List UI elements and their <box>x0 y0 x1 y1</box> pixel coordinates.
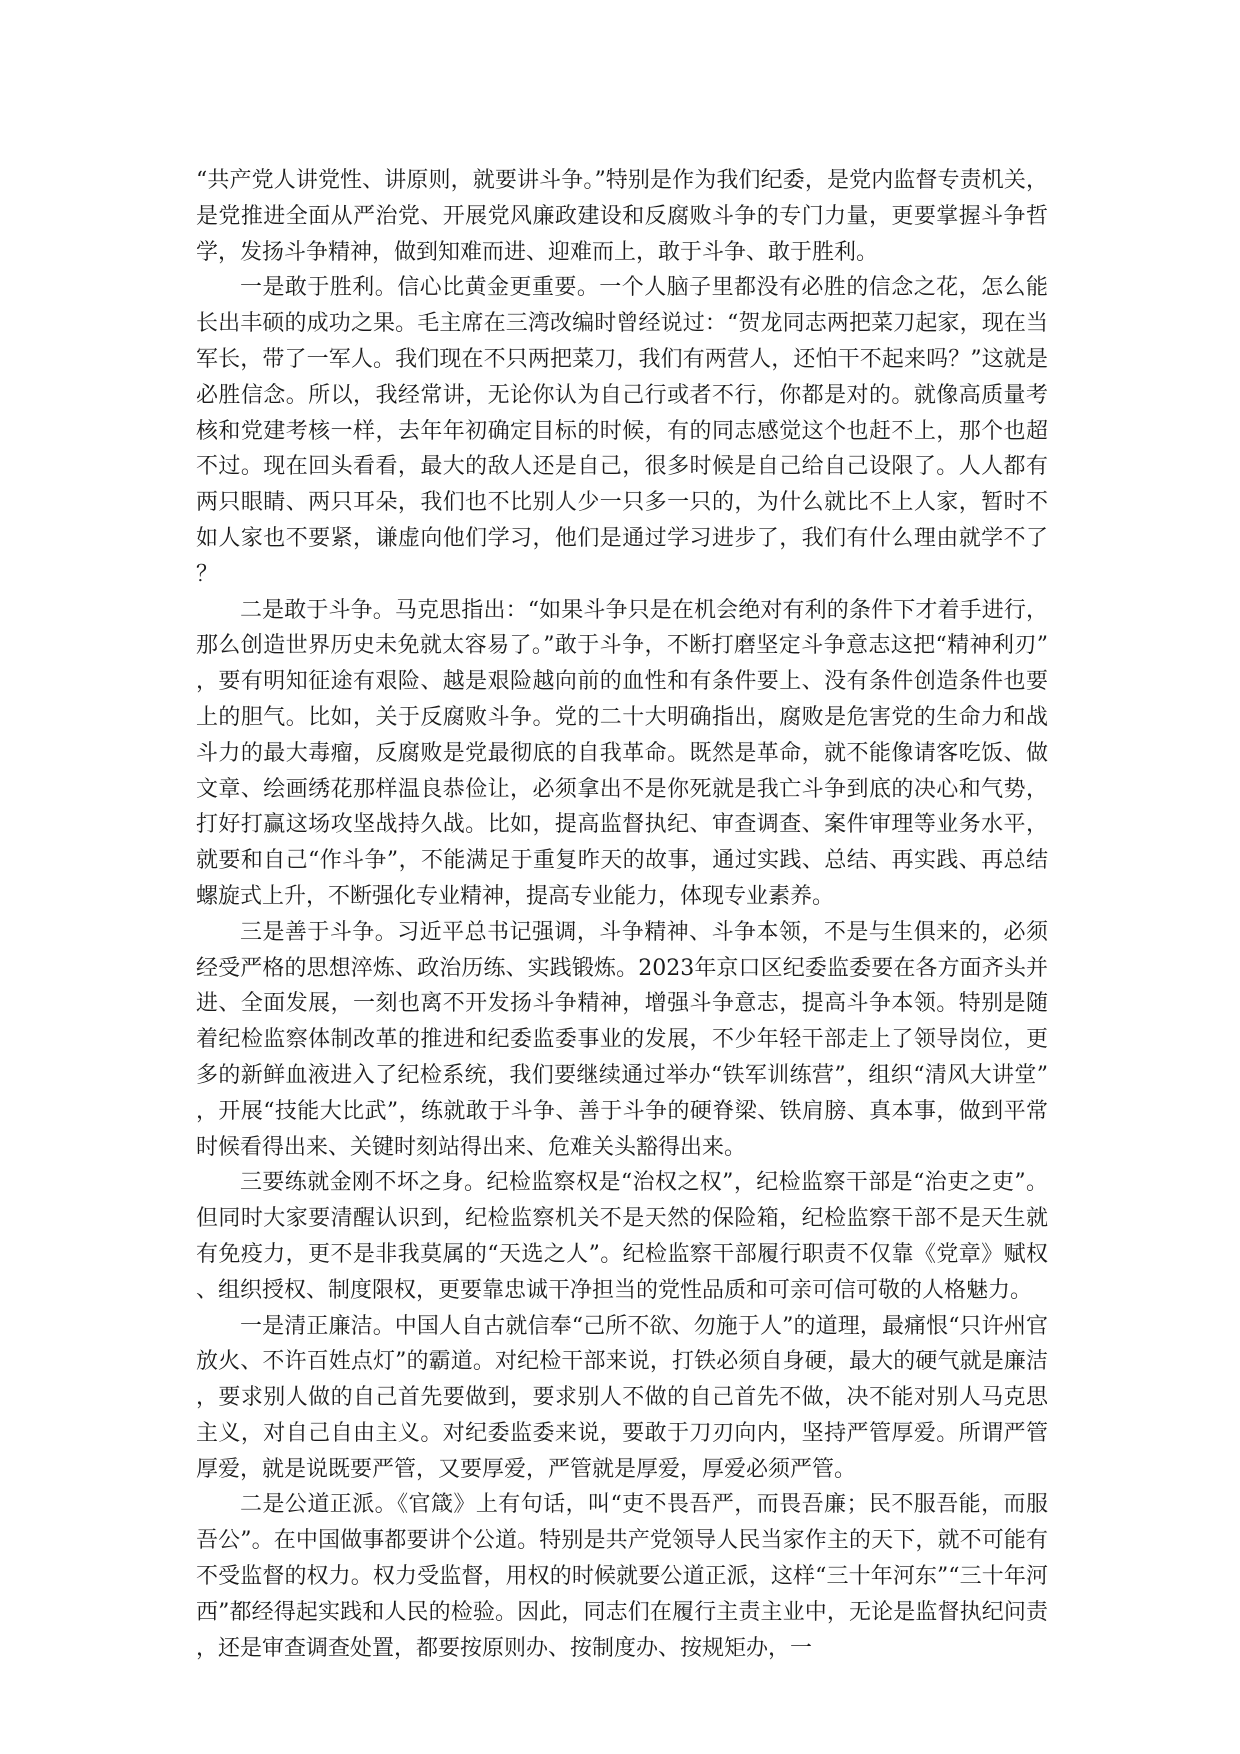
paragraph-opening: “共产党人讲党性、讲原则，就要讲斗争。”特别是作为我们纪委，是党内监督专责机关，是党推进全面从严治党、开展党风廉政建设和反腐败斗争的专门力量，更要掌握斗争哲学，发扬斗争精神，做到知难而进、迎难而上，敢于斗争、敢于胜利。 <box>196 168 1048 265</box>
paragraph-invulnerable-body: 三要练就金刚不坏之身。纪检监察权是“治权之权”，纪检监察干部是“治吏之吏”。但同时大家要清醒认识到，纪检监察机关不是天然的保险箱，纪检监察干部不是天生就有免疫力，更不是非我莫属的“天选之人”。纪检监察干部履行职责不仅靠《党章》赋权、组织授权、制度限权，更要靠忠诚干净担当的党性品质和可亲可信可敬的人格魅力。 <box>196 1170 1048 1303</box>
paragraph-dare-to-win: 一是敢于胜利。信心比黄金更重要。一个人脑子里都没有必胜的信念之花，怎么能长出丰硕的成功之果。毛主席在三湾改编时曾经说过：“贺龙同志两把菜刀起家，现在当军长，带了一军人。我们现在不只两把菜刀，我们有两营人，还怕干不起来吗？”这就是必胜信念。所以，我经常讲，无论你认为自己行或者不行，你都是对的。就像高质量考核和党建考核一样，去年年初确定目标的时候，有的同志感觉这个也赶不上，那个也超不过。现在回头看看，最大的敌人还是自己，很多时候是自己给自己设限了。人人都有两只眼睛、两只耳朵，我们也不比别人少一只多一只的，为什么就比不上人家，暂时不如人家也不要紧，谦虚向他们学习，他们是通过学习进步了，我们有什么理由就学不了？ <box>196 275 1048 587</box>
paragraph-good-at-struggle: 三是善于斗争。习近平总书记强调，斗争精神、斗争本领，不是与生俱来的，必须经受严格的思想淬炼、政治历练、实践锻炼。2023年京口区纪委监委要在各方面齐头并进、全面发展，一刻也离不开发扬斗争精神，增强斗争意志，提高斗争本领。特别是随着纪检监察体制改革的推进和纪委监委事业的发展，不少年轻干部走上了领导岗位，更多的新鲜血液进入了纪检系统，我们要继续通过举办“铁军训练营”，组织“清风大讲堂”，开展“技能大比武”，练就敢于斗争、善于斗争的硬脊梁、铁肩膀、真本事，做到平常时候看得出来、关键时刻站得出来、危难关头豁得出来。 <box>196 919 1048 1160</box>
paragraph-dare-to-struggle: 二是敢于斗争。马克思指出：“如果斗争只是在机会绝对有利的条件下才着手进行，那么创造世界历史未免就太容易了。”敢于斗争，不断打磨坚定斗争意志这把“精神利刃”，要有明知征途有艰险、越是艰险越向前的血性和有条件要上、没有条件创造条件也要上的胆气。比如，关于反腐败斗争。党的二十大明确指出，腐败是危害党的生命力和战斗力的最大毒瘤，反腐败是党最彻底的自我革命。既然是革命，就不能像请客吃饭、做文章、绘画绣花那样温良恭俭让，必须拿出不是你死就是我亡斗争到底的决心和气势，打好打赢这场攻坚战持久战。比如，提高监督执纪、审查调查、案件审理等业务水平，就要和自己“作斗争”，不能满足于重复昨天的故事，通过实践、总结、再实践、再总结螺旋式上升，不断强化专业精神，提高专业能力，体现专业素养。 <box>196 597 1048 909</box>
document-body <box>196 163 1048 1666</box>
paragraph-integrity: 一是清正廉洁。中国人自古就信奉“己所不欲、勿施于人”的道理，最痛恨“只许州官放火、不许百姓点灯”的霸道。对纪检干部来说，打铁必须自身硬，最大的硬气就是廉洁，要求别人做的自己首先要做到，要求别人不做的自己首先不做，决不能对别人马克思主义，对自己自由主义。对纪委监委来说，要敢于刀刃向内，坚持严管厚爱。所谓严管厚爱，就是说既要严管，又要厚爱，严管就是厚爱，厚爱必须严管。 <box>196 1313 1048 1482</box>
paragraph-fairness: 二是公道正派。《官箴》上有句话，叫“吏不畏吾严，而畏吾廉；民不服吾能，而服吾公”。在中国做事都要讲个公道。特别是共产党领导人民当家作主的天下，就不可能有不受监督的权力。权力受监督，用权的时候就要公道正派，这样“三十年河东”“三十年河西”都经得起实践和人民的检验。因此，同志们在履行主责主业中，无论是监督执纪问责，还是审查调查处置，都要按原则办、按制度办、按规矩办，一 <box>196 1492 1048 1661</box>
